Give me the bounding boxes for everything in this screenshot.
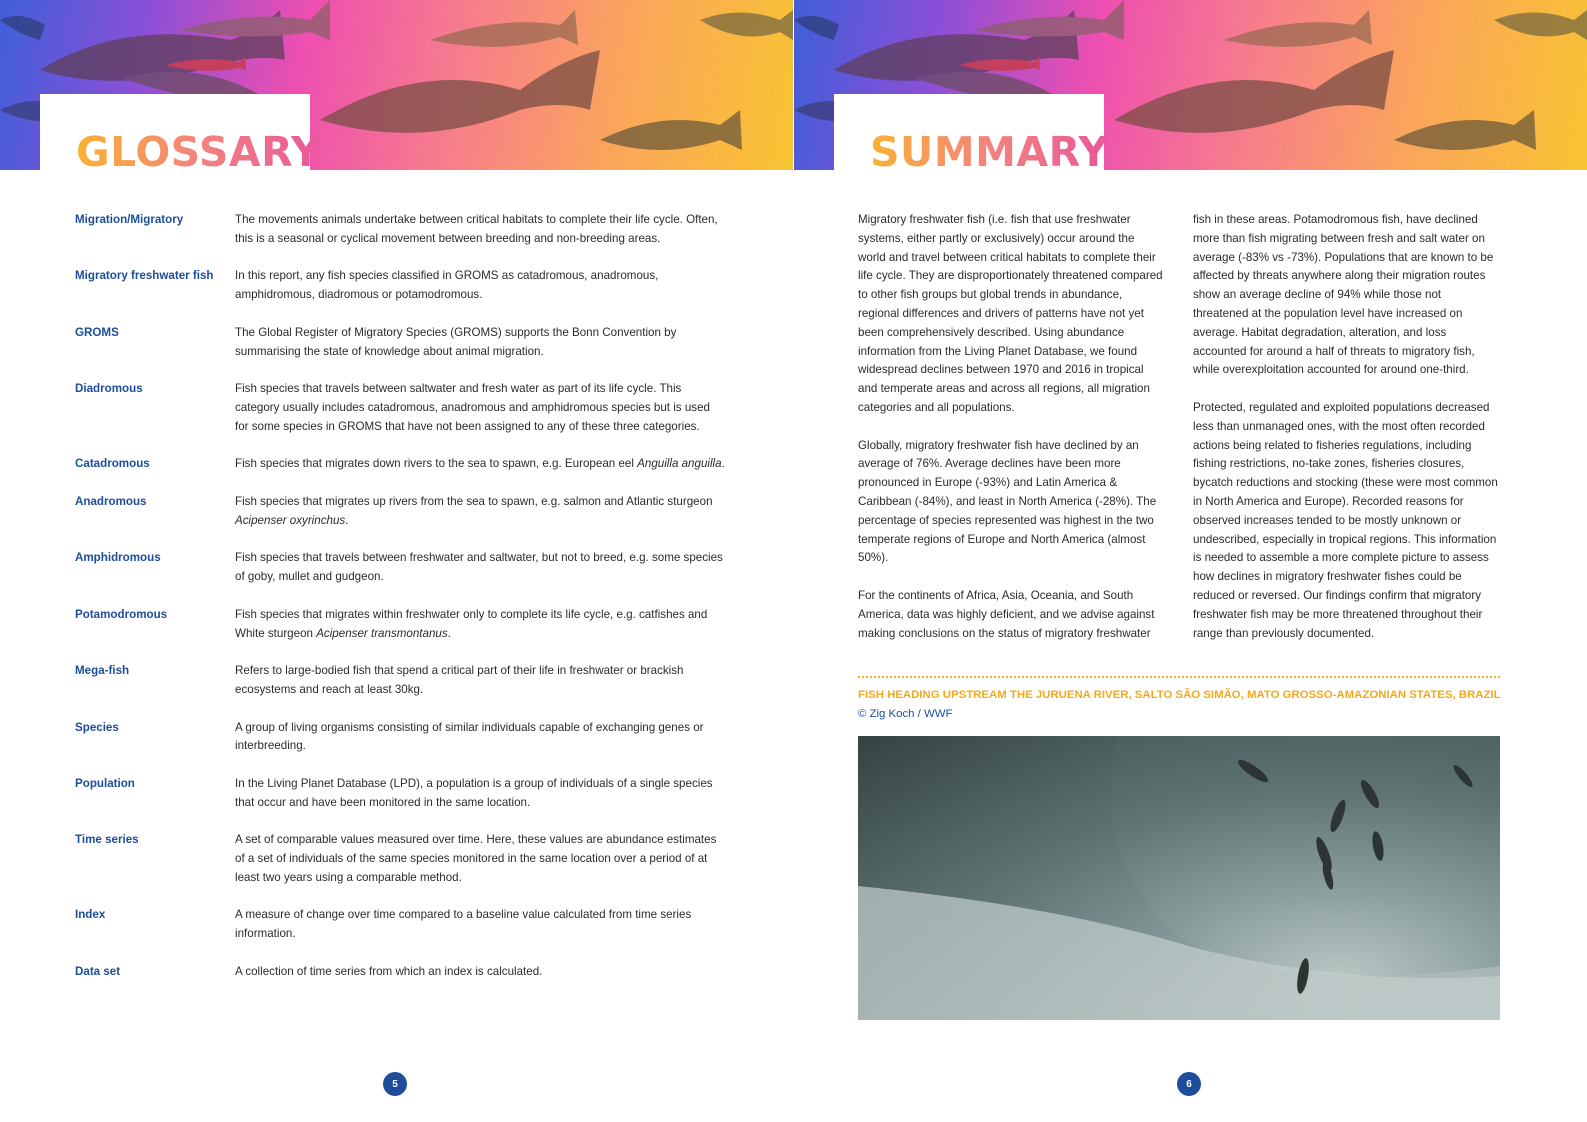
photo-credit: © Zig Koch / WWF [858,708,953,720]
page-number: 6 [1177,1072,1201,1096]
summary-paragraph: Protected, regulated and exploited populations decreased less than unmanaged ones, with the most often recorded actions being related to fisheries regulations, including fishing restrictions, no-take zones, fisheries closures, bycatch reductions and stocking (these were most common in North America and Europe). Recorded reasons for observed increases tended to be mostly unknown or undescribed, especially in tropical regions. This information is needed to assemble a more complete picture to assess how declines in migratory freshwater fishes could be reduced or reversed. Our findings confirm that migratory freshwater fish may be more threatened throughout their range than previously documented. [1193,400,1498,640]
glossary-term: Catadromous [75,457,150,471]
summary-paragraph: fish in these areas. Potamodromous fish, have declined more than fish migrating between fresh and salt water on average (-83% vs -73%). Populations that are known to be affected by threats anywhere along their migration routes show an average decline of 94% while those not threatened at the population level have increased on average. Habitat degradation, alteration, and loss accounted for around a half of threats to migratory fish, while overexploitation accounted for around one-third. [1193,213,1494,377]
glossary-definition: A collection of time series from which an index is calculated. [235,964,543,978]
glossary-definition: A set of comparable values measured over time. Here, these values are abundance estimates of a set of individuals of the same species monitored in the same location over a period of at least two years using a comparable method. [235,833,717,884]
glossary-definition [235,493,725,531]
glossary-definition [235,455,725,474]
definition-suffix: . [447,626,451,640]
glossary-page [0,0,793,1122]
glossary-entry [75,549,725,587]
glossary-definition: The Global Register of Migratory Species (GROMS) supports the Bonn Convention by summarising the state of knowledge about animal migration. [235,325,677,358]
species-name: Acipenser transmontanus [316,626,448,640]
species-name: Anguilla anguilla [637,457,722,471]
glossary-term: Population [75,776,135,790]
glossary-definition: Fish species that travels between freshwater and saltwater, but not to breed, e.g. some species of goby, mullet and gudgeon. [235,551,723,584]
summary-paragraph: Globally, migratory freshwater fish have declined by an average of 76%. Average declines have been more pronounced in Europe (-93%) and Latin America & Caribbean (-84%), and least in North America (-28%). The percentage of species represented was highest in the two temperate regions of Europe and North America (almost 50%). [858,438,1157,565]
glossary-entry [75,455,725,474]
definition-text: Fish species that migrates down rivers to the sea to spawn, e.g. European eel [235,457,638,471]
glossary-term: Migration/Migratory [75,213,184,226]
glossary-entry [75,906,725,944]
glossary-entry [75,831,725,887]
glossary-entry [75,380,725,436]
glossary-term: Migratory freshwater fish [75,269,214,283]
glossary-entry [75,267,725,305]
glossary-definition: A group of living organisms consisting of similar individuals capable of exchanging genes or interbreeding. [235,720,704,753]
species-name: Acipenser oxyrinchus [235,513,346,527]
definition-text: Fish species that migrates within freshwater only to complete its life cycle, e.g. catfishes and White sturgeon [235,607,708,640]
page-title: SUMMARY [870,128,1109,176]
summary-paragraph: Migratory freshwater fish (i.e. fish that use freshwater systems, either partly or exclusively) occur around the world and travel between critical habitats to complete their life cycle. They are disproportionately threatened compared to other fish groups but global trends in abundance, regional differences and drivers of patterns have not yet been comprehensively described. Using abundance information from the Living Planet Database, we found widespread declines between 1970 and 2016 in tropical and temperate areas and across all regions, all migration categories and all populations. [858,213,1163,414]
definition-suffix: . [345,513,349,527]
definition-text: Fish species that migrates up rivers from the sea to spawn, e.g. salmon and Atlantic sturgeon [235,494,713,508]
glossary-term: GROMS [75,325,119,339]
glossary-entry [75,963,725,982]
glossary-term: Data set [75,964,121,978]
glossary-term: Diadromous [75,382,143,396]
photo-caption: FISH HEADING UPSTREAM THE JURUENA RIVER, SALTO SÃO SIMÃO, MATO GROSSO-AMAZONIAN STATES, BRAZIL [858,689,1501,701]
summary-paragraph: For the continents of Africa, Asia, Oceania, and South America, data was highly deficient, and we advise against making conclusions on the status of migratory freshwater [858,588,1155,640]
glossary-definition: Fish species that travels between saltwater and fresh water as part of its life cycle. This category usually includes catadromous, anadromous and amphidromous species but is used for some species in GROMS that have not been assigned to any of these three categories. [235,382,710,433]
glossary-definition [235,606,725,644]
glossary-entry [75,493,725,531]
dotted-divider [858,676,1500,678]
summary-page [794,0,1587,1122]
glossary-definition: A measure of change over time compared to a baseline value calculated from time series information. [235,908,692,941]
glossary-definition: The movements animals undertake between critical habitats to complete their life cycle. Often, this is a seasonal or cyclical movement between breeding and non-breeding areas. [235,213,718,245]
glossary-definition: Refers to large-bodied fish that spend a critical part of their life in freshwater or brackish ecosystems and reach at least 30kg. [235,664,684,696]
river-fish-photo [858,736,1500,1020]
page-number: 5 [383,1072,407,1096]
glossary-entry [75,775,725,813]
glossary-list [75,211,725,1000]
glossary-term: Amphidromous [75,551,161,565]
definition-suffix: . [721,457,725,471]
glossary-term: Index [75,908,106,922]
summary-column-1 [858,211,1163,662]
glossary-term: Mega-fish [75,664,130,678]
summary-column-2 [1193,211,1498,662]
glossary-term: Anadromous [75,494,147,508]
glossary-definition: In the Living Planet Database (LPD), a population is a group of individuals of a single species that occur and have been monitored in the same location. [235,776,713,809]
summary-columns [858,211,1498,662]
glossary-term: Time series [75,833,139,847]
glossary-term: Species [75,720,119,734]
glossary-entry [75,606,725,644]
waterfall-fish-illustration [858,736,1500,1020]
glossary-entry [75,211,725,249]
glossary-entry [75,719,725,757]
glossary-definition: In this report, any fish species classified in GROMS as catadromous, anadromous, amphidromous, diadromous or potamodromous. [235,269,659,302]
glossary-entry [75,324,725,362]
glossary-entry [75,662,725,700]
glossary-term: Potamodromous [75,607,168,621]
page-title: GLOSSARY [76,128,322,176]
